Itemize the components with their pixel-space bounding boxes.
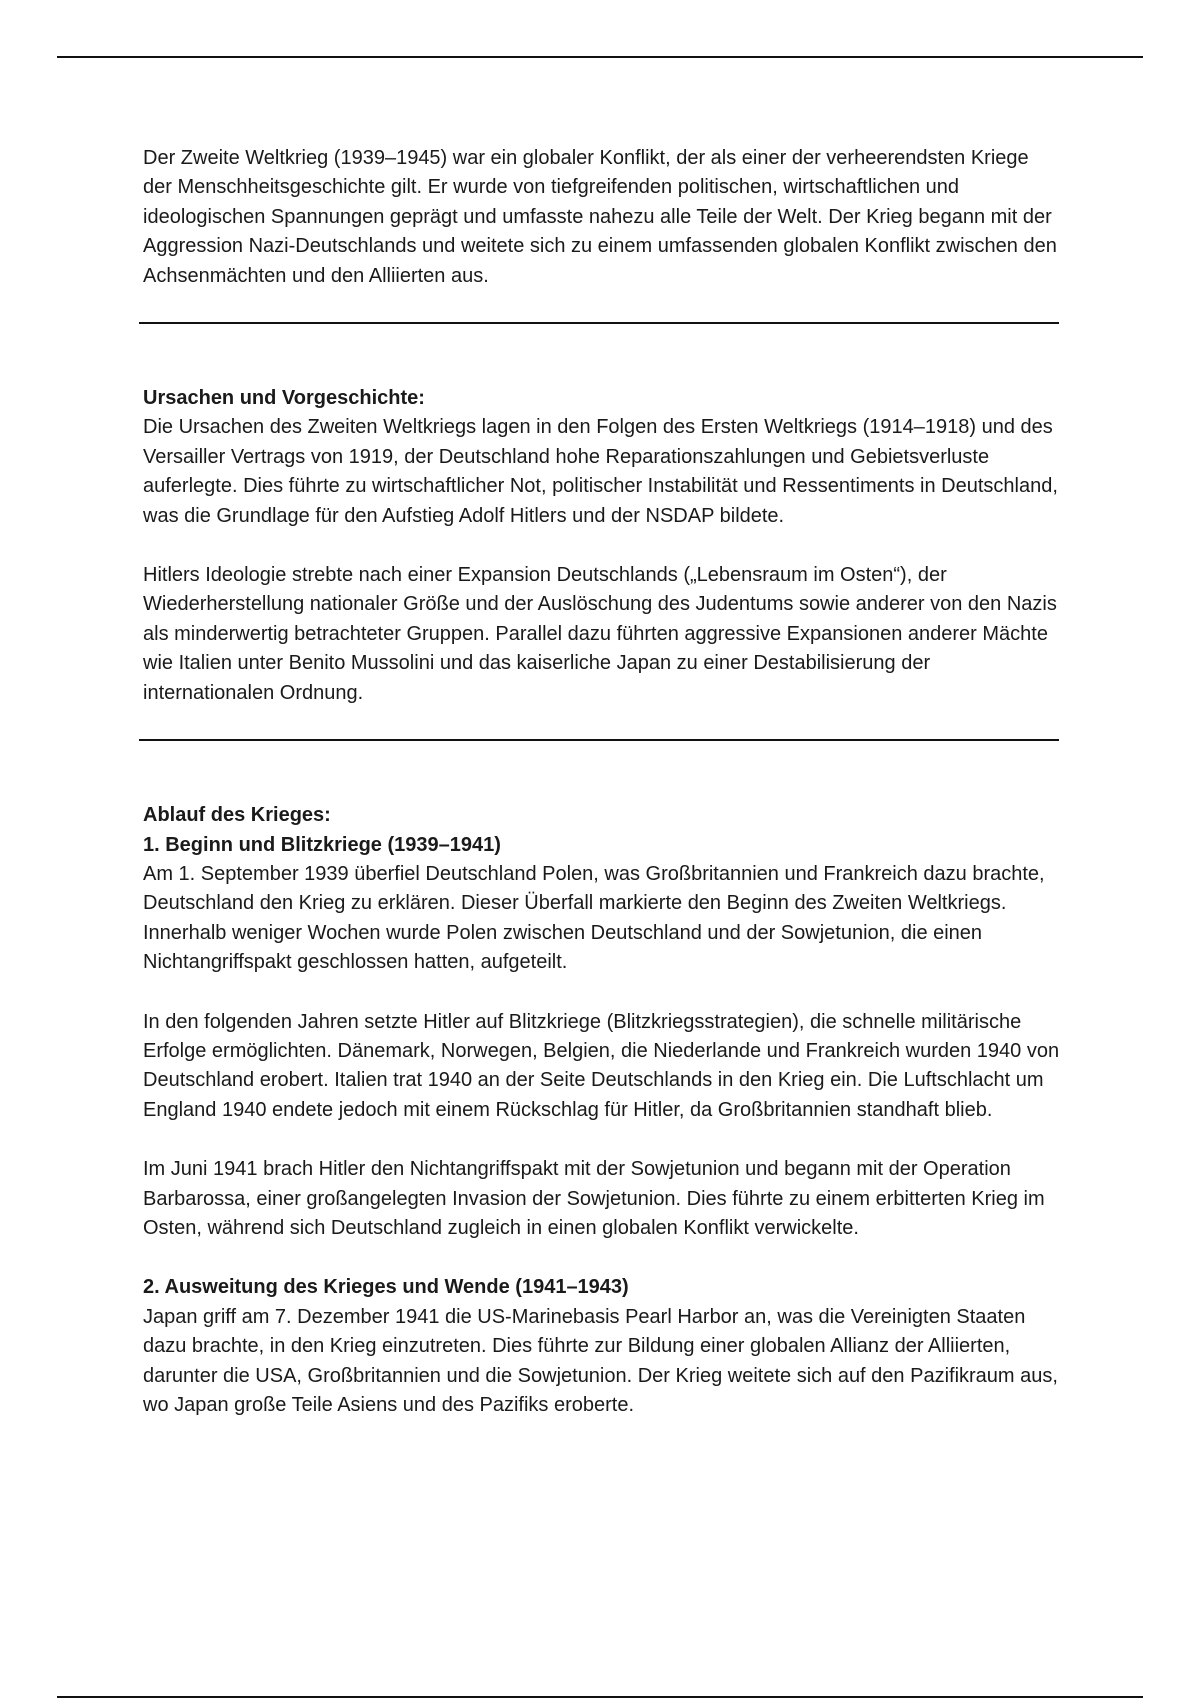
intro-paragraph: Der Zweite Weltkrieg (1939–1945) war ein globaler Konflikt, der als einer der verheerendsten Kriege der Menschheitsgeschichte gilt. Er wurde von tiefgreifenden politischen, wirtschaftlichen und ideologischen Spannungen geprägt und umfasste nahezu alle Teile der Welt. Der Krieg begann mit der Aggression Nazi-Deutschlands und weitete sich zu einem umfassenden globalen Konflikt zwischen den Achsenmächten und den Alliierten aus. <box>143 147 1057 287</box>
section-divider <box>139 322 1059 324</box>
phase1-paragraph-3: Im Juni 1941 brach Hitler den Nichtangriffspakt mit der Sowjetunion und begann mit der Operation Barbarossa, einer großangelegten Invasion der Sowjetunion. Dies führte zu einem erbitterten Krieg im Osten, während sich Deutschland zugleich in einen globalen Konflikt verwickelte. <box>143 1158 1045 1239</box>
document-body <box>143 144 1063 1420</box>
phase2-paragraph-1: Japan griff am 7. Dezember 1941 die US-Marinebasis Pearl Harbor an, was die Vereinigten Staaten dazu brachte, in den Krieg einzutreten. Dies führte zur Bildung einer globalen Allianz der Alliierten, darunter die USA, Großbritannien und die Sowjetunion. Der Krieg weitete sich auf den Pazifikraum aus, wo Japan große Teile Asiens und des Pazifiks eroberte. <box>143 1305 1058 1416</box>
causes-paragraph-1: Die Ursachen des Zweiten Weltkriegs lagen in den Folgen des Ersten Weltkriegs (1914–1918) und des Versailler Vertrags von 1919, der Deutschland hohe Reparationszahlungen und Gebietsverluste auferlegte. Dies führte zu wirtschaftlicher Not, politischer Instabilität und Ressentiments in Deutschland, was die Grundlage für den Aufstieg Adolf Hitlers und der NSDAP bildete. <box>143 416 1058 527</box>
phase1-paragraph-2: In den folgenden Jahren setzte Hitler auf Blitzkriege (Blitzkriegsstrategien), die schnelle militärische Erfolge ermöglichten. Dänemark, Norwegen, Belgien, die Niederlande und Frankreich wurden 1940 von Deutschland erobert. Italien trat 1940 an der Seite Deutschlands in den Krieg ein. Die Luftschlacht um England 1940 endete jedoch mit einem Rückschlag für Hitler, da Großbritannien standhaft blieb. <box>143 1010 1060 1121</box>
phase1-heading: 1. Beginn und Blitzkriege (1939–1941) <box>143 833 501 856</box>
course-heading: Ablauf des Krieges: <box>143 804 331 827</box>
page-bottom-rule <box>57 1696 1143 1698</box>
page-top-rule <box>57 56 1143 58</box>
phase2-heading: 2. Ausweitung des Krieges und Wende (1941–1943) <box>143 1276 629 1299</box>
causes-paragraph-2: Hitlers Ideologie strebte nach einer Expansion Deutschlands („Lebensraum im Osten“), der Wiederherstellung nationaler Größe und der Auslöschung des Judentums sowie anderer von den Nazis als minderwertig betrachteter Gruppen. Parallel dazu führten aggressive Expansionen anderer Mächte wie Italien unter Benito Mussolini und das kaiserliche Japan zu einer Destabilisierung der internationalen Ordnung. <box>143 564 1057 704</box>
causes-heading: Ursachen und Vorgeschichte: <box>143 387 425 410</box>
phase1-paragraph-1: Am 1. September 1939 überfiel Deutschland Polen, was Großbritannien und Frankreich dazu brachte, Deutschland den Krieg zu erklären. Dieser Überfall markierte den Beginn des Zweiten Weltkriegs. Innerhalb weniger Wochen wurde Polen zwischen Deutschland und der Sowjetunion, die einen Nichtangriffspakt geschlossen hatten, aufgeteilt. <box>143 862 1045 974</box>
section-divider <box>139 739 1059 741</box>
